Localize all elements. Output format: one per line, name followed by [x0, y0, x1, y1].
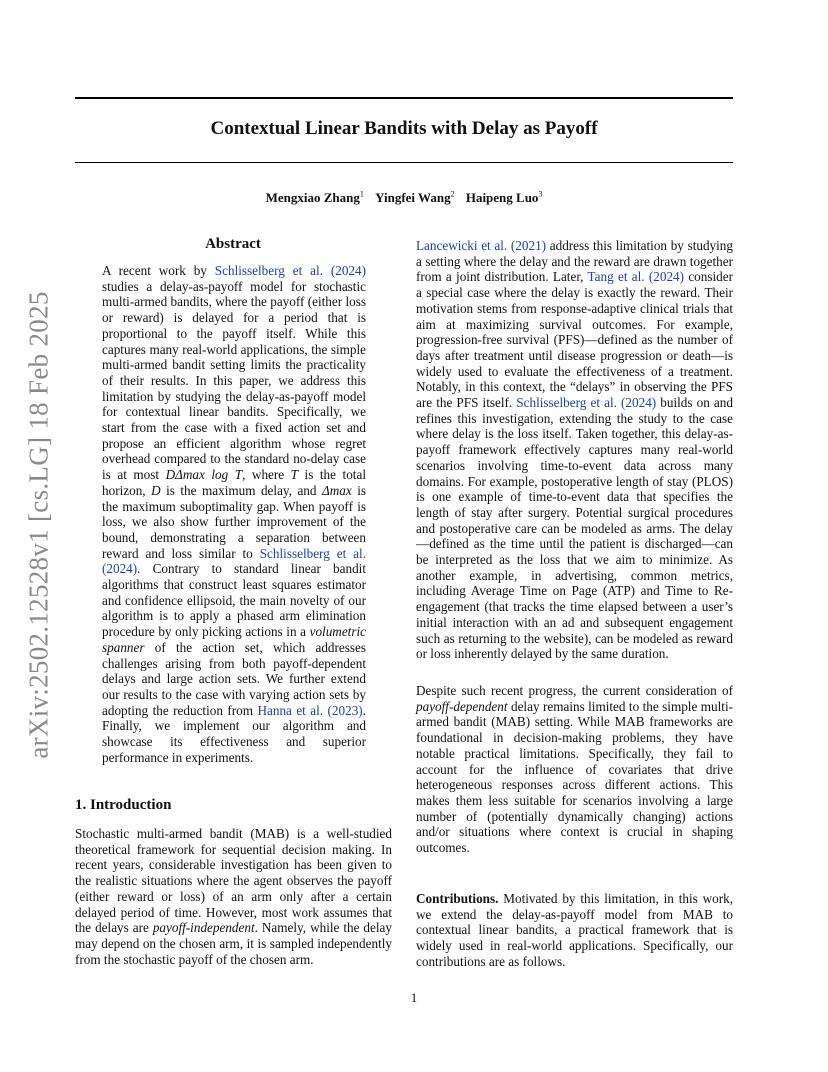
citation-link[interactable]: Schlisselberg et al. (2024) [516, 395, 657, 411]
paragraph-lead: Contributions. [416, 891, 499, 906]
title-rule-top [75, 97, 733, 99]
arxiv-identifier: arXiv:2502.12528v1 [cs.LG] 18 Feb 2025 [23, 291, 54, 759]
paper-title: Contextual Linear Bandits with Delay as Payoff [210, 118, 598, 139]
body-paragraph: Lancewicki et al. (2021) address this limitation by studying a setting where the delay and the reward are drawn together from a joint distribution. Later, Tang et al. (2024) consider a special case where the delay is exactly the reward. Their motivation stems from response-adaptive clinical trials that aim at maximizing survival outcomes. For example, progression-free survival (PFS)—defined as the number of days after treatment until disease progression or death—is widely used to evaluate the effectiveness of a treatment. Notably, in this context, the “delays” in observing the PFS are the PFS itself. Schlisselberg et al. (2024) builds on and refines this investigation, extending the study to the case where delay is the loss itself. Taken together, this delay-as-payoff framework effectively captures many real-world scenarios involving time-to-event data across many domains. For example, postoperative length of stay (PLOS) is one example of time-to-event data that specifies the length of stay after surgery. Potential surgical procedures and postoperative care can be modeled as arms. The delay—defined as the time until the patient is discharged—can be interpreted as the loss that we aim to minimize. As another example, in advertising, common metrics, including Average Time on Page (ATP) and Time to Re-engagement (that tracks the time elapsed between a user’s initial interaction with an ad and subsequent engagement such as returning to the website), can be modeled as reward or loss inherently delayed by the same duration. [416, 238, 734, 662]
citation-link[interactable]: Schlisselberg et al. (2024) [102, 545, 366, 577]
math-expression: Δmax [321, 482, 352, 498]
section-heading: 1. Introduction [75, 797, 172, 813]
affiliation-mark: 2 [450, 190, 455, 199]
emphasis: volumetric spanner [102, 624, 366, 655]
affiliation-mark: 3 [538, 190, 543, 199]
math-expression: D [151, 482, 161, 498]
title-rule-bottom [75, 162, 733, 163]
math-expression: T [290, 467, 299, 483]
author: Yingfei Wang$^2$ [375, 190, 455, 206]
author: Mengxiao Zhang$^1$ [265, 190, 364, 206]
abstract-heading: Abstract [205, 236, 261, 252]
contributions-paragraph: Contributions. Motivated by this limitation, in this work, we extend the delay-as-payoff model from MAB to contextual linear bandits, a practical framework that is widely used in real-world applications. Specifically, our contributions are as follows. [416, 891, 733, 969]
citation-link[interactable]: Lancewicki et al. (2021) [416, 238, 547, 253]
introduction-paragraph: Stochastic multi-armed bandit (MAB) is a well-studied theoretical framework for sequential decision making. In recent years, considerable investigation has been given to the realistic situations where the agent observes the payoff (either reward or loss) of an arm only after a certain delayed period of time. However, most work assumes that the delays are payoff-independent. Namely, while the delay may depend on the chosen arm, it is sampled independently from the stochastic payoff of the chosen arm. [75, 826, 392, 967]
emphasis: payoff-independent [152, 920, 255, 936]
page-number: 1 [410, 990, 418, 1005]
citation-link[interactable]: Hanna et al. (2023) [257, 702, 363, 718]
abstract-body: A recent work by Schlisselberg et al. (2024) studies a delay-as-payoff model for stochastic multi-armed bandits, where the payoff (either loss or reward) is delayed for a period that is proportional to the payoff itself. While this captures many real-world applications, the simple multi-armed bandit setting limits the practicality of their results. In this paper, we address this limitation by studying the delay-as-payoff model for contextual linear bandits. Specifically, we start from the case with a fixed action set and propose an efficient algorithm whose regret overhead compared to the standard no-delay case is at most DΔmax log T, where T is the total horizon, D is the maximum delay, and Δmax is the maximum suboptimality gap. When payoff is loss, we also show further improvement of the bound, demonstrating a separation between reward and loss similar to Schlisselberg et al. (2024). Contrary to standard linear bandit algorithms that construct least squares estimator and confidence ellipsoid, the main novelty of our algorithm is to apply a phased arm elimination procedure by only picking actions in a volumetric spanner of the action set, which addresses challenges arising from both payoff-dependent delays and large action sets. We further extend our results to the case with varying action sets by adopting the reduction from Hanna et al. (2023). Finally, we implement our algorithm and showcase its effectiveness and superior performance in experiments. [102, 263, 366, 765]
affiliation-mark: 1 [359, 190, 364, 199]
body-paragraph: Despite such recent progress, the current consideration of payoff-dependent delay remains limited to the simple multi-armed bandit (MAB) setting. While MAB frameworks are foundational in decision-making problems, they have notable practical limitations. Specifically, they fail to account for the influence of covariates that drive heterogeneous responses across different actions. This makes them less suitable for scenarios involving a large number of (potentially dynamically changing) actions and/or situations where context is crucial in shaping outcomes. [416, 683, 733, 856]
author: Haipeng Luo$^3$ [465, 190, 543, 206]
author-list [75, 190, 733, 206]
math-expression: DΔmax log T [165, 467, 243, 483]
emphasis: payoff-dependent [416, 698, 508, 714]
citation-link[interactable]: Tang et al. (2024) [587, 269, 685, 285]
citation-link[interactable]: Schlisselberg et al. (2024) [214, 263, 366, 278]
